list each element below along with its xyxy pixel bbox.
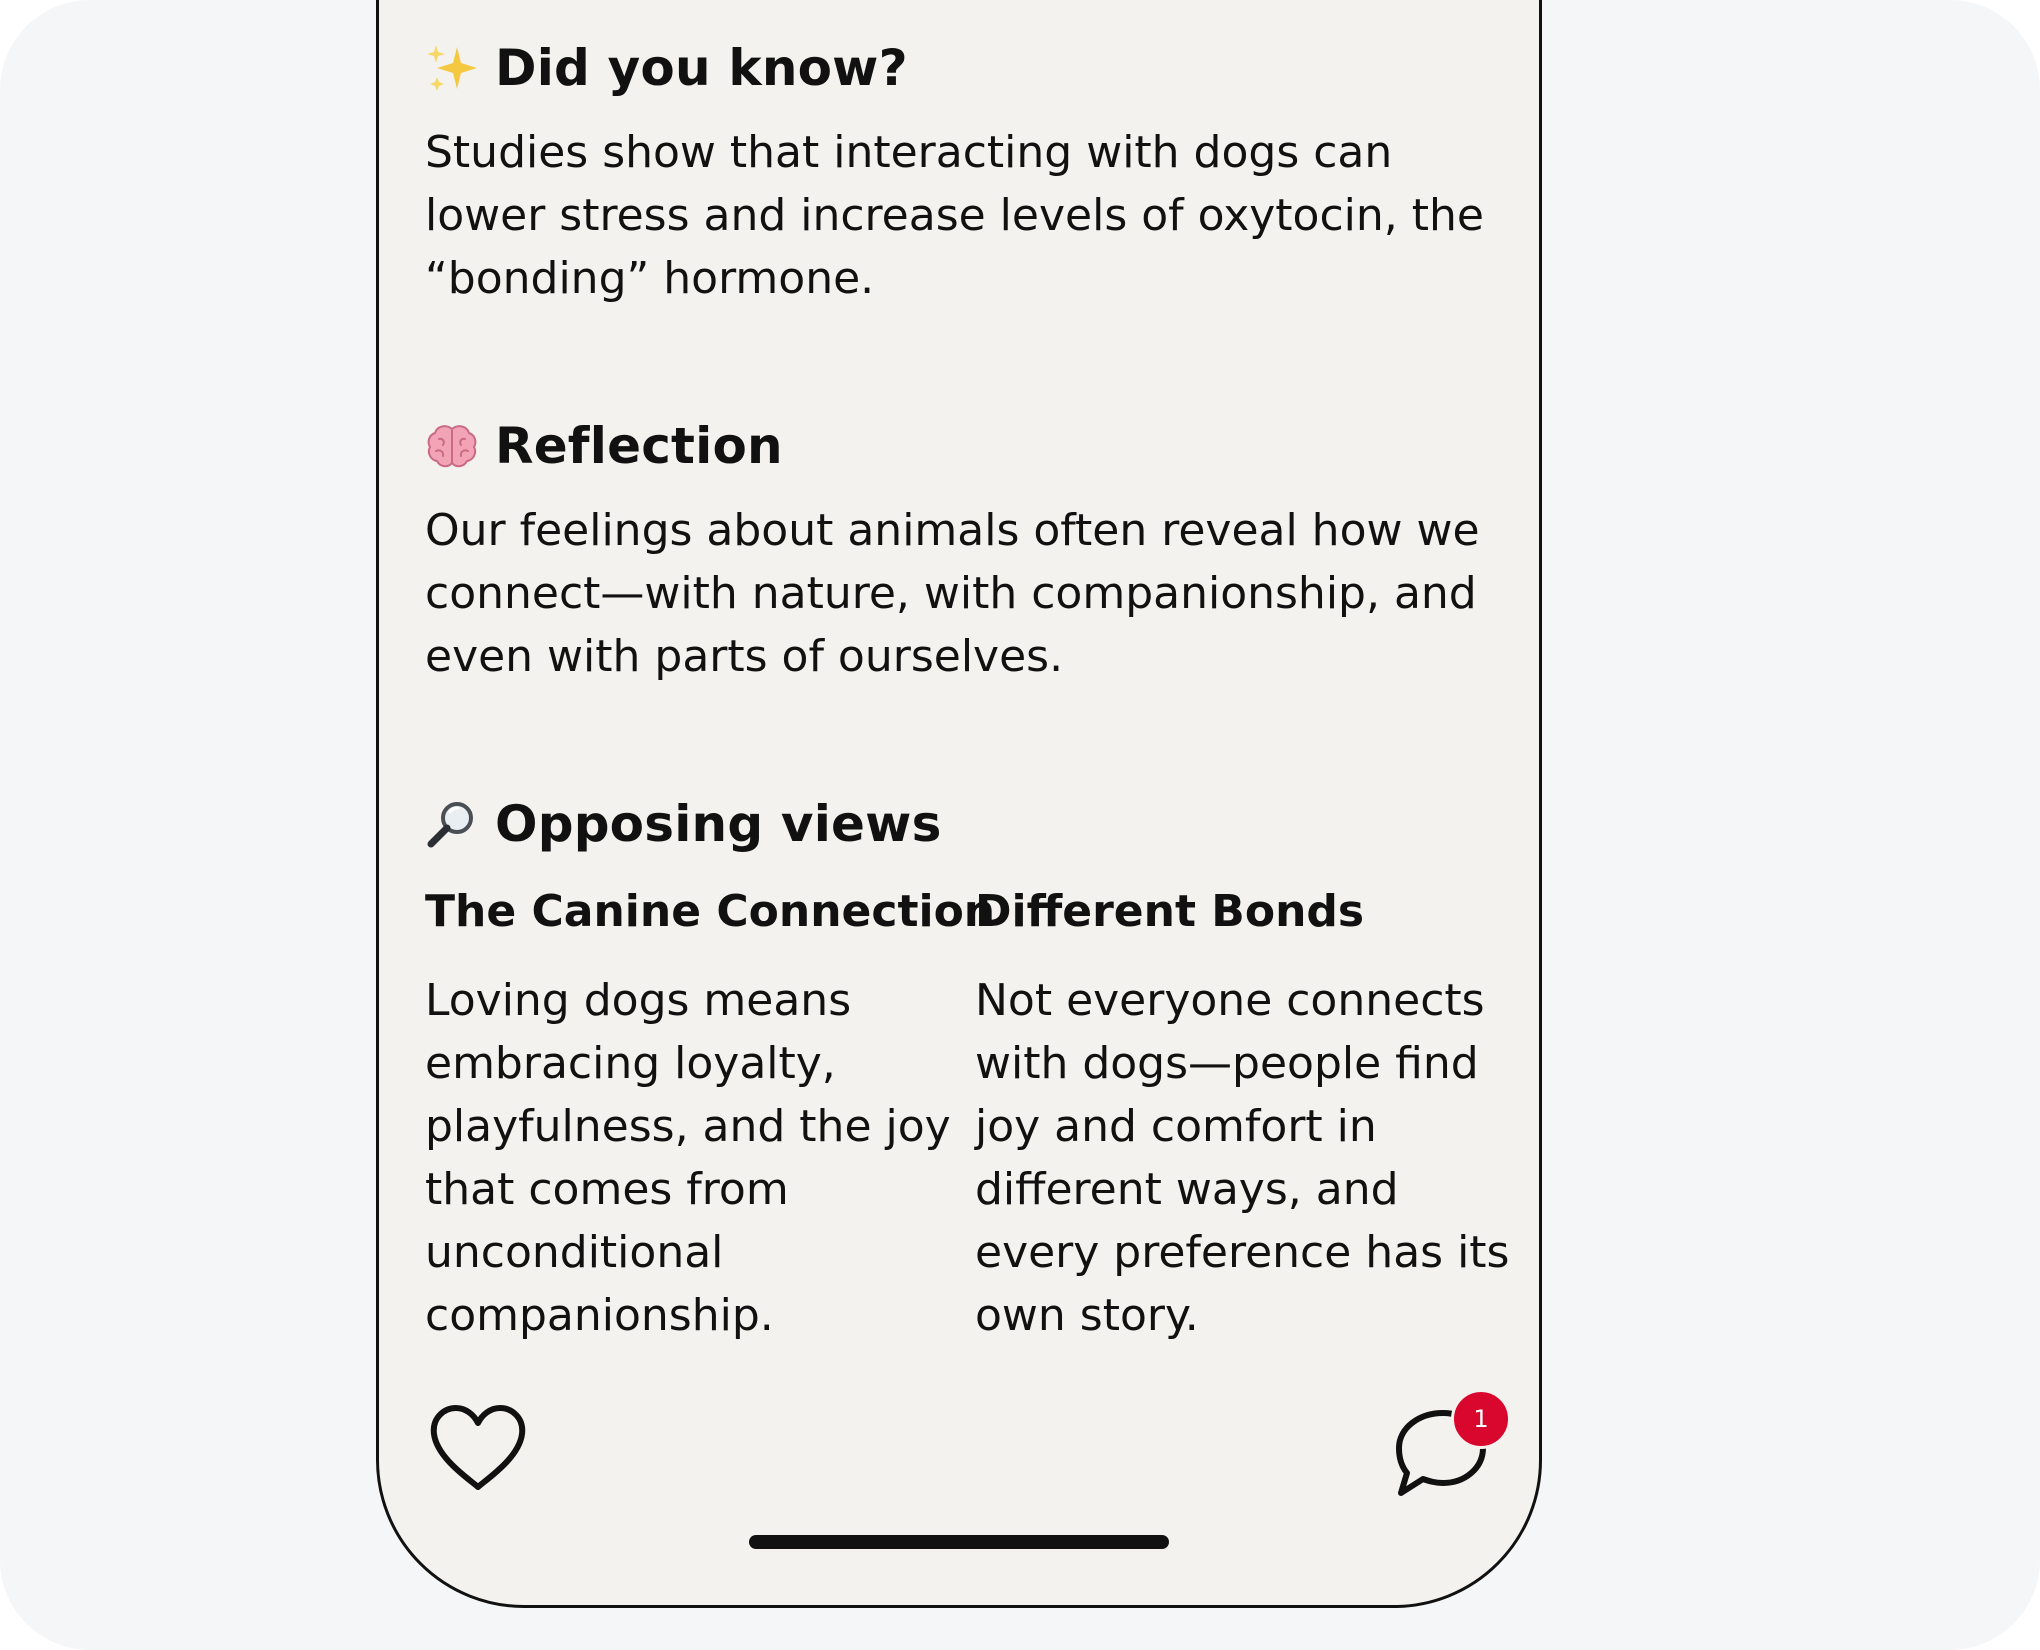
opposing-views-section bbox=[425, 789, 1515, 1347]
reflection-section bbox=[425, 411, 1515, 688]
opposing-views-title: Opposing views bbox=[495, 795, 942, 853]
view-text: Loving dogs means embracing loyalty, playfulness, and the joy that comes from unconditional companionship. bbox=[425, 975, 951, 1341]
reflection-heading bbox=[425, 411, 1515, 481]
magnifying-glass-icon bbox=[425, 797, 479, 851]
did-you-know-text: Studies show that interacting with dogs can lower stress and increase levels of oxytocin, the “bonding” hormone. bbox=[425, 127, 1484, 304]
view-title: The Canine Connection bbox=[425, 886, 996, 937]
did-you-know-heading bbox=[425, 33, 1515, 103]
sparkles-icon bbox=[425, 41, 479, 95]
opposing-views-columns bbox=[425, 881, 1515, 1347]
did-you-know-section bbox=[425, 33, 1515, 310]
did-you-know-title: Did you know? bbox=[495, 39, 908, 97]
reflection-text: Our feelings about animals often reveal how we connect—with nature, with companionship, and even with parts of ourselves. bbox=[425, 505, 1480, 682]
view-text: Not everyone connects with dogs—people find joy and comfort in different ways, and every preference has its own story. bbox=[975, 975, 1510, 1341]
view-title: Different Bonds bbox=[975, 886, 1365, 937]
home-indicator[interactable] bbox=[749, 1535, 1169, 1549]
heart-icon[interactable] bbox=[429, 1403, 527, 1495]
reflection-title: Reflection bbox=[495, 417, 783, 475]
opposing-views-heading bbox=[425, 789, 1515, 859]
comment-count-badge: 1 bbox=[1451, 1389, 1511, 1449]
view-column-different-bonds bbox=[975, 881, 1515, 1347]
view-column-canine-connection bbox=[425, 881, 996, 1347]
brain-icon bbox=[425, 419, 479, 473]
phone-screen bbox=[376, 0, 1542, 1608]
